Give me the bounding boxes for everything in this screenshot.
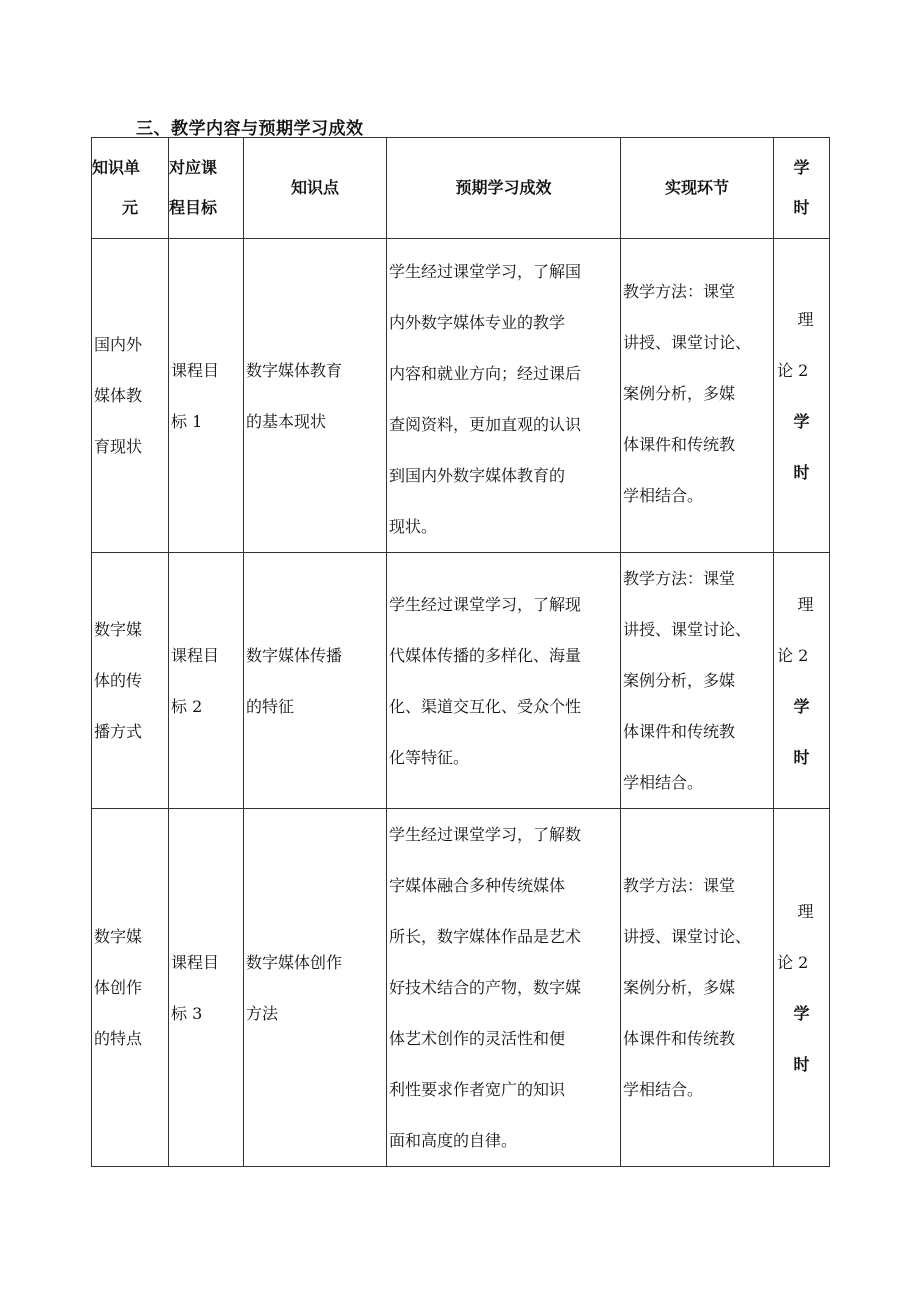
method-cell: 教学方法：课堂 讲授、课堂讨论、 案例分析，多媒 体课件和传统教 学相结合。 xyxy=(621,553,774,809)
table-row xyxy=(92,553,830,809)
teaching-content-table xyxy=(91,137,830,1167)
knowledge-cell: 数字媒体创作 方法 xyxy=(244,809,387,1167)
header-unit: 知识单 元 xyxy=(92,138,169,239)
method-cell: 教学方法：课堂 讲授、课堂讨论、 案例分析，多媒 体课件和传统教 学相结合。 xyxy=(621,239,774,553)
unit-cell: 数字媒 体创作 的特点 xyxy=(92,809,169,1167)
header-outcome: 预期学习成效 xyxy=(387,138,621,239)
outcome-cell: 学生经过课堂学习，了解国 内外数字媒体专业的教学 内容和就业方向；经过课后 查阅资料，更加直观的认识 到国内外数字媒体教育的 现状。 xyxy=(387,239,621,553)
header-objective: 对应课 程目标 xyxy=(169,138,244,239)
objective-cell: 课程目 标 2 xyxy=(169,553,244,809)
table-row xyxy=(92,809,830,1167)
header-hours: 学 时 xyxy=(774,138,830,239)
objective-cell: 课程目 标 1 xyxy=(169,239,244,553)
objective-cell: 课程目 标 3 xyxy=(169,809,244,1167)
knowledge-cell: 数字媒体教育 的基本现状 xyxy=(244,239,387,553)
knowledge-cell: 数字媒体传播 的特征 xyxy=(244,553,387,809)
hours-cell: 理 论 2 学 时 xyxy=(774,809,830,1167)
table-row xyxy=(92,239,830,553)
unit-cell: 国内外 媒体教 育现状 xyxy=(92,239,169,553)
method-cell: 教学方法：课堂 讲授、课堂讨论、 案例分析，多媒 体课件和传统教 学相结合。 xyxy=(621,809,774,1167)
header-knowledge: 知识点 xyxy=(244,138,387,239)
outcome-cell: 学生经过课堂学习，了解现 代媒体传播的多样化、海量 化、渠道交互化、受众个性 化等特征。 xyxy=(387,553,621,809)
unit-cell: 数字媒 体的传 播方式 xyxy=(92,553,169,809)
section-title: 三、教学内容与预期学习成效 xyxy=(136,119,364,139)
header-row xyxy=(92,138,830,239)
hours-cell: 理 论 2 学 时 xyxy=(774,239,830,553)
hours-cell: 理 论 2 学 时 xyxy=(774,553,830,809)
outcome-cell: 学生经过课堂学习，了解数 字媒体融合多种传统媒体 所长，数字媒体作品是艺术 好技术结合的产物，数字媒 体艺术创作的灵活性和便 利性要求作者宽广的知识 面和高度的自律。 xyxy=(387,809,621,1167)
header-method: 实现环节 xyxy=(621,138,774,239)
